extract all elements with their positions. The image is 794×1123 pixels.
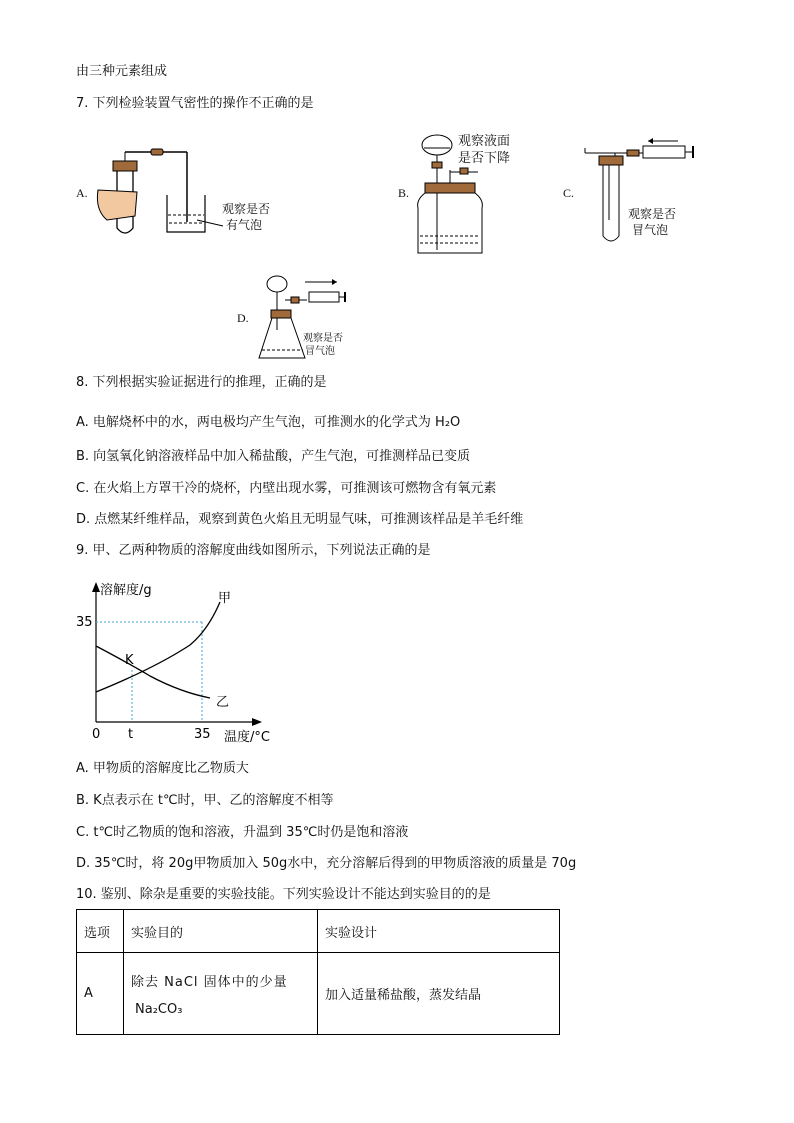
q10-table [76,909,560,1035]
table-cell-option: A [77,953,124,1035]
q7-c-label-1: 观察是否 [628,207,677,221]
table-header-design: 实验设计 [318,910,560,953]
series-jia-label: 甲 [218,591,232,606]
q7-stem: 7. 下列检验装置气密性的操作不正确的是 [76,96,314,111]
q7-d-label-1: 观察是否 [303,333,343,344]
x-axis-arrow [252,718,262,726]
q9-option-b: B. K点表示在 t℃时，甲、乙的溶解度不相等 [76,793,334,808]
series-yi-label: 乙 [216,695,230,710]
purpose-line-2: Na₂CO₃ [135,1001,183,1017]
q7-b-label-1: 观察液面 [458,133,511,148]
q8-stem: 8. 下列根据实验证据进行的推理，正确的是 [76,375,327,390]
q9-option-d: D. 35℃时，将 20g甲物质加入 50g水中，充分溶解后得到的甲物质溶液的质量是 70g [76,856,577,871]
table-header-purpose: 实验目的 [124,910,318,953]
question-fragment: 由三种元素组成 [76,64,168,79]
purpose-line-1: 除去 NaCl 固体中的少量 [131,974,288,990]
point-k-label: K [125,653,134,668]
q8-option-d: D. 点燃某纤维样品，观察到黄色火焰且无明显气味，可推测该样品是羊毛纤维 [76,512,524,527]
q7-option-d-letter: D. [237,311,249,325]
q9-stem: 9. 甲、乙两种物质的溶解度曲线如图所示，下列说法正确的是 [76,543,431,558]
q7-d-label-2: 冒气泡 [305,346,335,357]
table-header-option: 选项 [77,910,124,953]
q7-option-b-letter: B. [398,186,410,200]
y-axis-label: 溶解度/g [100,583,152,598]
q7-a-label-1: 观察是否 [222,202,271,216]
q7-c-label-2: 冒气泡 [632,223,669,237]
y-axis-arrow [92,582,100,592]
table-row [77,953,560,1035]
q8-option-b: B. 向氢氧化钠溶液样品中加入稀盐酸，产生气泡，可推测样品已变质 [76,449,471,464]
q7-option-c-letter: C. [563,186,575,200]
table-cell-design: 加入适量稀盐酸，蒸发结晶 [318,953,560,1035]
q7-figure-a [95,140,305,240]
x-tick-0: 0 [92,727,101,742]
series-jia-curve [96,602,220,692]
q7-option-a-letter: A. [76,186,88,200]
q10-stem: 10. 鉴别、除杂是重要的实验技能。下列实验设计不能达到实验目的的是 [76,887,491,902]
series-yi-curve [96,646,210,698]
q7-b-label-2: 是否下降 [458,150,511,165]
x-axis-label: 温度/°C [224,730,270,745]
solubility-chart [70,580,285,750]
x-tick-t: t [128,727,134,742]
q8-option-c: C. 在火焰上方罩干冷的烧杯，内壁出现水雾，可推测该可燃物含有氧元素 [76,481,497,496]
q9-option-c: C. t℃时乙物质的饱和溶液，升温到 35℃时仍是饱和溶液 [76,825,409,840]
q7-a-label-2: 有气泡 [226,218,263,232]
table-cell-purpose [124,953,318,1035]
q9-option-a: A. 甲物质的溶解度比乙物质大 [76,761,249,776]
x-tick-35: 35 [194,727,211,742]
y-tick-35: 35 [76,615,93,630]
q8-option-a: A. 电解烧杯中的水，两电极均产生气泡，可推测水的化学式为 H₂O [76,415,461,430]
